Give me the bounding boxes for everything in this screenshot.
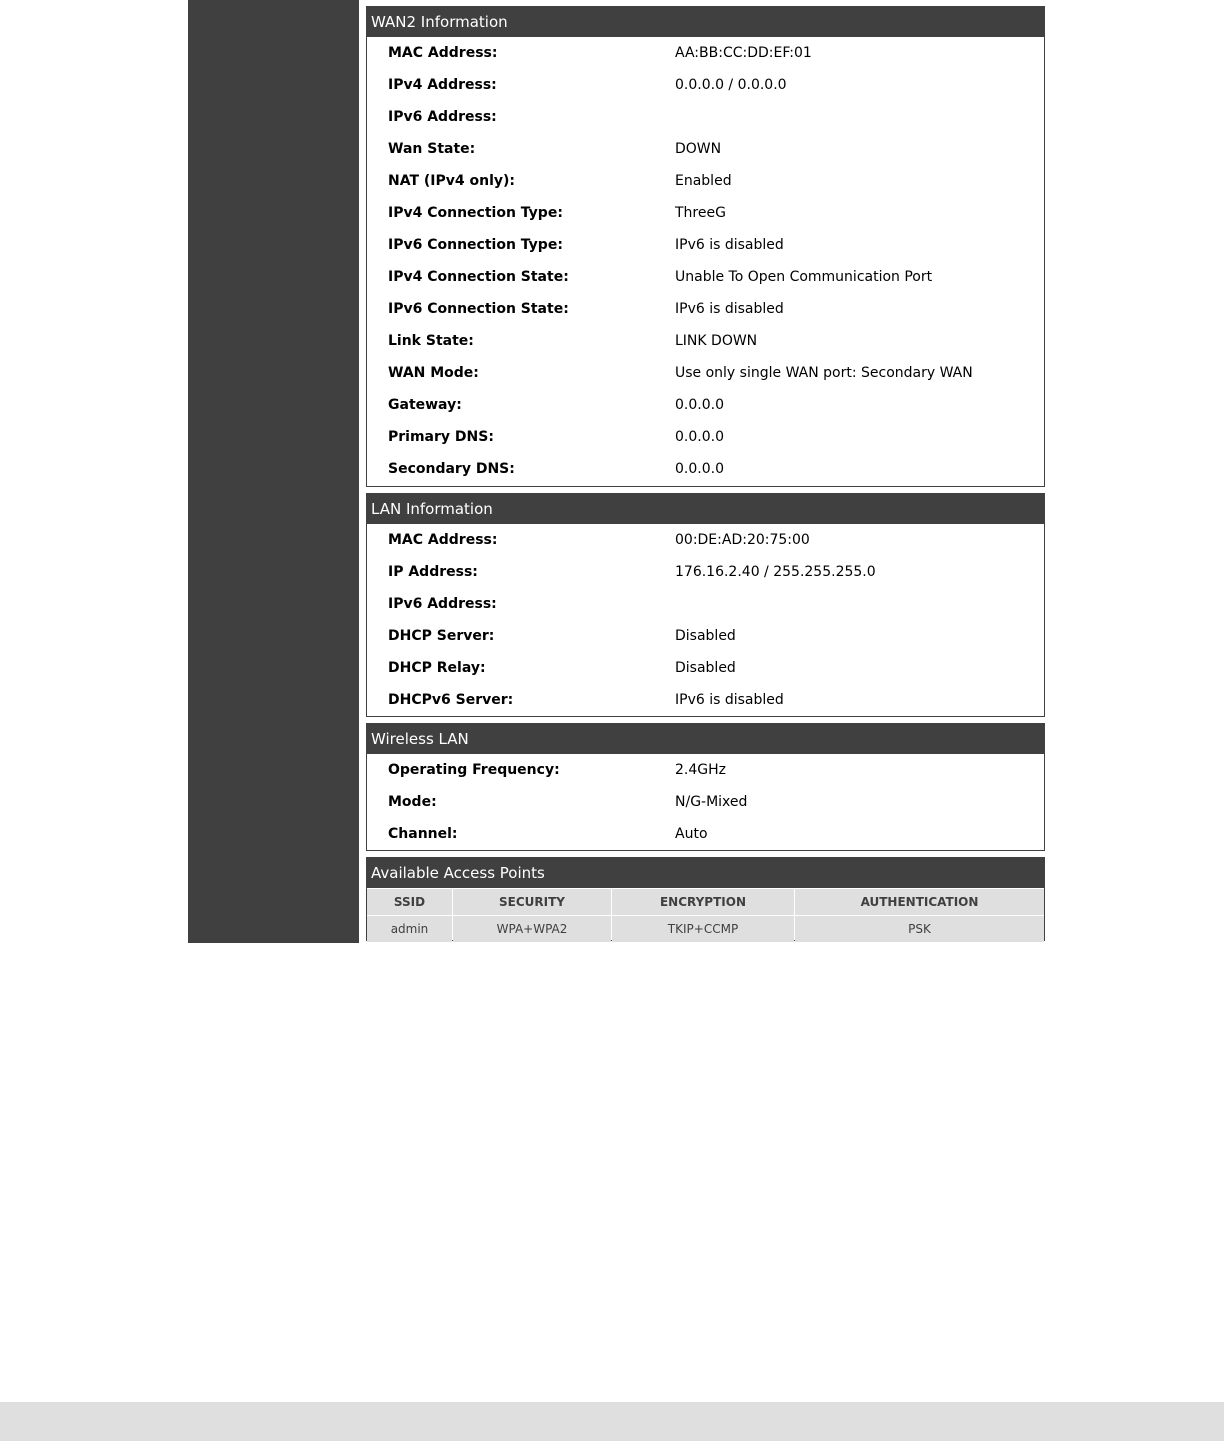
field-label: WAN Mode: [388,365,479,381]
wan2-row-wan-mode [367,357,1044,389]
field-value: ThreeG [675,205,726,221]
wlan-section-title: Wireless LAN [367,724,1044,754]
field-label: MAC Address: [388,532,498,548]
wan2-row-wan-state [367,133,1044,165]
column-header-authentication: AUTHENTICATION [795,889,1044,915]
cell-ssid: admin [367,916,452,942]
wan2-information-panel [366,6,1045,487]
field-value: 0.0.0.0 [675,429,724,445]
cell-encryption: TKIP+CCMP [612,916,794,942]
wan2-row-secondary-dns [367,453,1044,485]
field-label: Secondary DNS: [388,461,515,477]
field-value: LINK DOWN [675,333,758,349]
field-value: IPv6 is disabled [675,692,784,708]
field-label: IPv4 Connection State: [388,269,569,285]
wan2-row-gateway [367,389,1044,421]
field-value: 176.16.2.40 / 255.255.255.0 [675,564,876,580]
wan2-row-ipv6-conn-type [367,229,1044,261]
column-header-ssid: SSID [367,889,452,915]
field-label: IPv6 Address: [388,596,497,612]
access-points-table [366,888,1045,943]
lan-row-dhcp-relay [367,652,1044,684]
wlan-row-channel [367,818,1044,850]
lan-row-ipv6 [367,588,1044,620]
column-header-encryption: ENCRYPTION [612,889,794,915]
lan-row-dhcp-server [367,620,1044,652]
footer-bar [0,1402,1224,1441]
field-value: 2.4GHz [675,762,726,778]
field-label: Channel: [388,826,458,842]
cell-authentication: PSK [795,916,1044,942]
wlan-row-mode [367,786,1044,818]
field-value: 0.0.0.0 [675,461,724,477]
field-label: IPv4 Address: [388,77,497,93]
field-label: Mode: [388,794,437,810]
cell-security: WPA+WPA2 [453,916,611,942]
field-label: Wan State: [388,141,476,157]
wan2-row-ipv4-conn-state [367,261,1044,293]
field-label: Gateway: [388,397,462,413]
wlan-row-frequency [367,754,1044,786]
field-label: IPv6 Connection Type: [388,237,563,253]
wan2-row-link-state [367,325,1044,357]
table-header-row [367,889,1044,915]
field-value: N/G-Mixed [675,794,748,810]
wireless-lan-panel [366,723,1045,851]
wan2-row-ipv4-conn-type [367,197,1044,229]
field-label: DHCP Server: [388,628,495,644]
field-label: DHCP Relay: [388,660,486,676]
access-points-panel [366,857,1045,941]
field-value: IPv6 is disabled [675,237,784,253]
field-label: IP Address: [388,564,478,580]
table-row [367,916,1044,942]
field-value: IPv6 is disabled [675,301,784,317]
wan2-row-mac [367,37,1044,69]
wan2-row-ipv4 [367,69,1044,101]
field-value: 0.0.0.0 / 0.0.0.0 [675,77,787,93]
field-value: AA:BB:CC:DD:EF:01 [675,45,812,61]
field-value: 0.0.0.0 [675,397,724,413]
field-value: DOWN [675,141,722,157]
field-value: Auto [675,826,708,842]
field-value: Disabled [675,628,736,644]
main-content [359,0,1057,943]
wan2-row-ipv6-conn-state [367,293,1044,325]
field-label: NAT (IPv4 only): [388,173,516,189]
lan-section-title: LAN Information [367,494,1044,524]
field-value: Enabled [675,173,732,189]
lan-row-dhcpv6-server [367,684,1044,716]
field-label: MAC Address: [388,45,498,61]
field-label: Operating Frequency: [388,762,560,778]
wan2-section-title: WAN2 Information [367,7,1044,37]
field-label: Link State: [388,333,474,349]
field-value: Disabled [675,660,736,676]
field-label: DHCPv6 Server: [388,692,514,708]
wan2-row-nat [367,165,1044,197]
field-label: Primary DNS: [388,429,494,445]
left-sidebar [188,0,359,943]
field-value: Use only single WAN port: Secondary WAN [675,365,973,381]
lan-row-mac [367,524,1044,556]
wan2-row-primary-dns [367,421,1044,453]
aps-section-title: Available Access Points [367,858,1044,888]
field-label: IPv6 Address: [388,109,497,125]
field-label: IPv4 Connection Type: [388,205,563,221]
field-label: IPv6 Connection State: [388,301,569,317]
lan-row-ip [367,556,1044,588]
field-value: 00:DE:AD:20:75:00 [675,532,810,548]
lan-information-panel [366,493,1045,717]
column-header-security: SECURITY [453,889,611,915]
field-value: Unable To Open Communication Port [675,269,933,285]
wan2-row-ipv6 [367,101,1044,133]
